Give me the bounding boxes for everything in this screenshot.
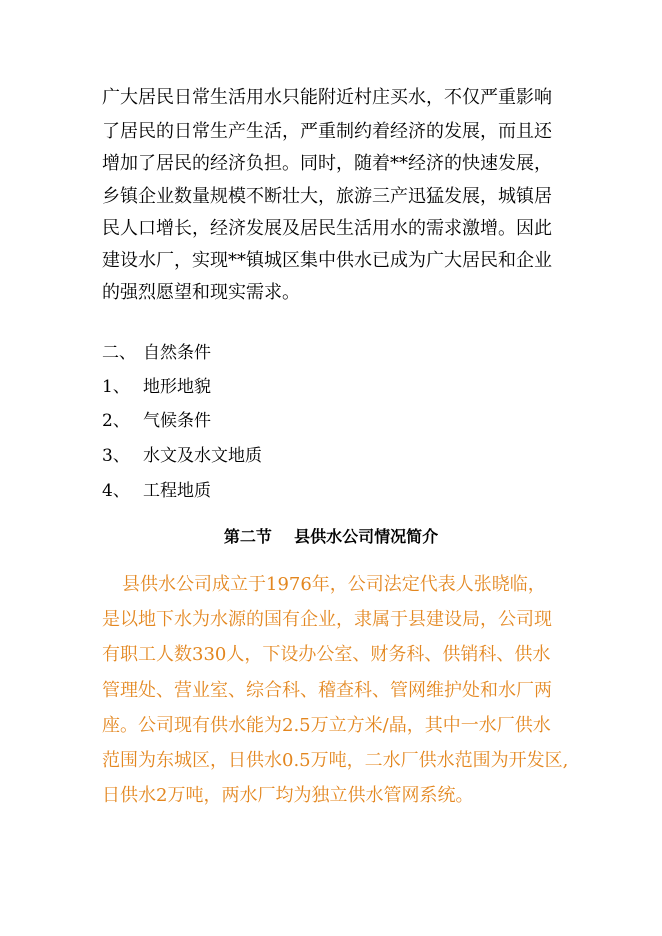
paragraph-line: 乡镇企业数量规模不断壮大，旅游三产迅猛发展，城镇居: [102, 186, 552, 207]
outline-item-text: 水文及水文地质: [143, 446, 262, 466]
paragraph-line: 了居民的日常生产生活，严重制约着经济的发展，而且还: [102, 121, 552, 142]
outline-item-text: 气候条件: [143, 411, 211, 431]
paragraph-line: 范围为东城区，日供水0.5万吨，二水厂供水范围为开发区,: [102, 750, 569, 771]
paragraph-line: 县供水公司成立于1976年，公司法定代表人张晓临，: [122, 574, 546, 595]
paragraph-line: 广大居民日常生活用水只能附近村庄买水，不仅严重影响: [102, 87, 552, 108]
outline-item-text: 工程地质: [143, 481, 211, 501]
paragraph-line: 座。公司现有供水能为2.5万立方米/晶，其中一水厂供水: [102, 715, 551, 736]
outline-item-number: 4、: [102, 481, 130, 501]
outline-item-text: 地形地貌: [143, 377, 211, 397]
paragraph-line: 有职工人数330人，下设办公室、财务科、供销科、供水: [102, 644, 551, 665]
outline-item-number: 3、: [102, 446, 130, 466]
paragraph-line: 日供水2万吨，两水厂均为独立供水管网系统。: [102, 785, 474, 806]
paragraph-line: 增加了居民的经济负担。同时，随着**经济的快速发展，: [102, 153, 552, 174]
outline-item-number: 1、: [102, 377, 130, 397]
section-title: 第二节 县供水公司情况简介: [223, 527, 439, 546]
outline-heading-number: 二、: [102, 343, 136, 363]
paragraph-line: 是以地下水为水源的国有企业，隶属于县建设局，公司现: [102, 609, 552, 630]
paragraph-line: 民人口增长，经济发展及居民生活用水的需求激增。因此: [102, 218, 552, 239]
paragraph-line: 的强烈愿望和现实需求。: [102, 282, 300, 303]
paragraph-line: 建设水厂，实现**镇城区集中供水已成为广大居民和企业: [102, 250, 552, 271]
paragraph-line: 管理处、营业室、综合科、稽查科、管网维护处和水厂两: [102, 680, 552, 701]
outline-heading-text: 自然条件: [143, 343, 211, 363]
outline-item-number: 2、: [102, 411, 130, 431]
